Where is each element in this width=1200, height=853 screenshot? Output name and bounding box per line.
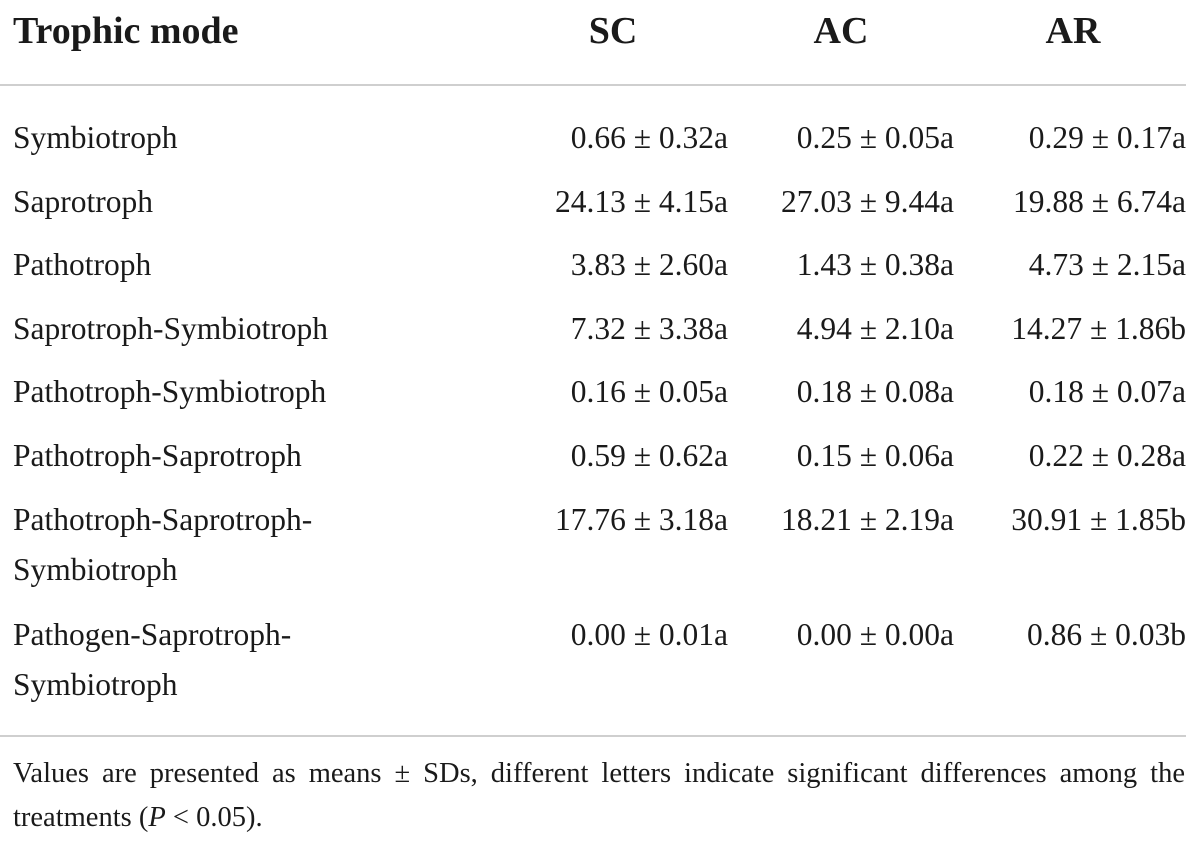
row-label: [13, 610, 473, 710]
footnote-text-before: Values are presented as means ± SDs, different letters indicate significant differences among the treatments (: [13, 758, 1185, 833]
cell-ar: 0.18 ± 0.07a: [1028, 374, 1186, 409]
cell-sc: 17.76 ± 3.18a: [554, 502, 728, 537]
row-label: Pathotroph: [13, 247, 152, 282]
footnote-text-after: < 0.05).: [165, 802, 263, 833]
cell-sc: 3.83 ± 2.60a: [570, 247, 728, 282]
cell-ac: 4.94 ± 2.10a: [796, 311, 954, 346]
cell-ar: 0.29 ± 0.17a: [1028, 120, 1186, 155]
column-header-ar: AR: [1045, 10, 1101, 52]
row-label-line-1: Pathogen-Saprotroph-: [13, 617, 292, 652]
cell-ar: 4.73 ± 2.15a: [1028, 247, 1186, 282]
column-header-ac: AC: [813, 10, 869, 52]
cell-sc: 0.59 ± 0.62a: [570, 438, 728, 473]
cell-ar: 0.22 ± 0.28a: [1028, 438, 1186, 473]
cell-ac: 0.00 ± 0.00a: [796, 617, 954, 652]
row-label-line-2: Symbiotroph: [13, 667, 178, 702]
row-label-line-1: Pathotroph-Saprotroph-: [13, 502, 313, 537]
cell-ac: 1.43 ± 0.38a: [796, 247, 954, 282]
table-header: [0, 0, 1200, 84]
row-label: Pathotroph-Saprotroph: [13, 438, 302, 473]
cell-ar: 0.86 ± 0.03b: [1026, 617, 1186, 652]
cell-sc: 24.13 ± 4.15a: [554, 184, 728, 219]
cell-ar: 30.91 ± 1.85b: [1011, 502, 1186, 537]
cell-ac: 18.21 ± 2.19a: [780, 502, 954, 537]
row-label: Saprotroph-Symbiotroph: [13, 311, 328, 346]
cell-ar: 14.27 ± 1.86b: [1011, 311, 1186, 346]
row-label-line-2: Symbiotroph: [13, 552, 178, 587]
column-header-trophic-mode: Trophic mode: [13, 10, 239, 52]
row-label: Saprotroph: [13, 184, 153, 219]
column-header-sc: SC: [588, 10, 638, 52]
footer-divider: [0, 735, 1186, 737]
row-label: Pathotroph-Symbiotroph: [13, 374, 327, 409]
cell-sc: 0.16 ± 0.05a: [570, 374, 728, 409]
table-footnote: [13, 752, 1185, 840]
footnote-p-symbol: P: [148, 802, 166, 833]
cell-sc: 0.66 ± 0.32a: [570, 120, 728, 155]
row-label: [13, 495, 473, 595]
cell-sc: 0.00 ± 0.01a: [570, 617, 728, 652]
cell-ac: 0.18 ± 0.08a: [796, 374, 954, 409]
cell-sc: 7.32 ± 3.38a: [570, 311, 728, 346]
header-divider: [0, 84, 1186, 86]
cell-ar: 19.88 ± 6.74a: [1012, 184, 1186, 219]
row-label: Symbiotroph: [13, 120, 178, 155]
cell-ac: 0.25 ± 0.05a: [796, 120, 954, 155]
cell-ac: 27.03 ± 9.44a: [780, 184, 954, 219]
cell-ac: 0.15 ± 0.06a: [796, 438, 954, 473]
